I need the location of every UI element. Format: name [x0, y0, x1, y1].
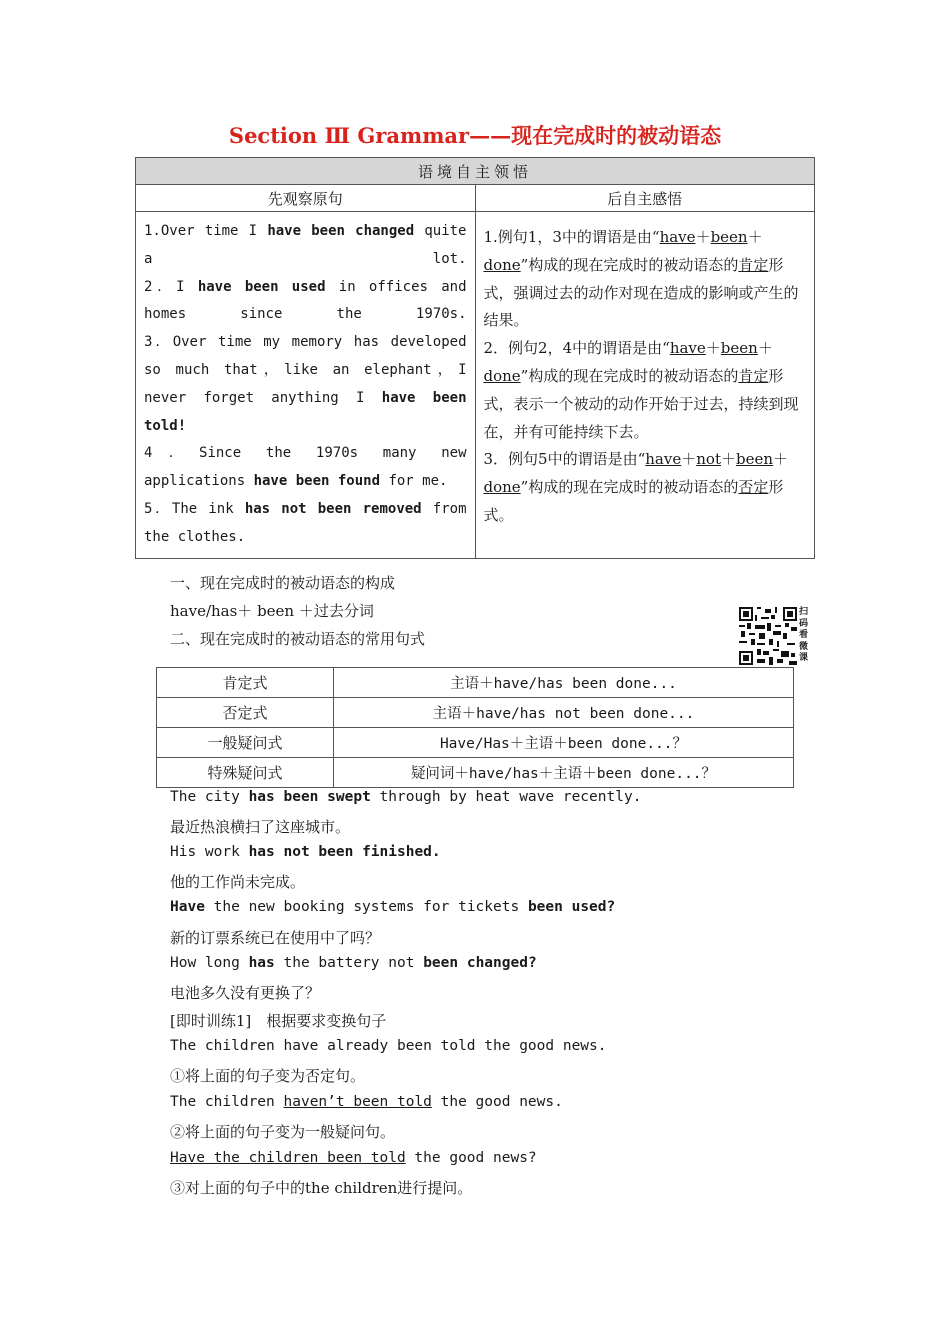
note-1: 1.例句1，3中的谓语是由“have＋been＋done”构成的现在完成时的被动语态的肯定形式，强调过去的动作对现在造成的影响或产生的结果。: [483, 228, 799, 330]
pattern-type: 否定式: [157, 698, 334, 728]
sample-2: His work has not been finished.: [170, 844, 441, 860]
pattern-form: 疑问词＋have/has＋主语＋been done...？: [334, 758, 794, 788]
example-sentences: [136, 212, 476, 559]
table-row: [157, 728, 794, 758]
sample-1: The city has been swept through by heat wave recently.: [170, 789, 642, 805]
pattern-form: 主语＋have/has been done...: [334, 668, 794, 698]
sample-1-translation: 最近热浪横扫了这座城市。: [170, 818, 351, 836]
qr-label: 扫码看微课: [799, 607, 809, 663]
example-2: 2．I have been used in offices and homes since the 1970s.: [144, 278, 467, 323]
page-title: Section Ⅲ Grammar——现在完成时的被动语态: [228, 123, 722, 148]
pattern-type: 肯定式: [157, 668, 334, 698]
sample-3: Have the new booking systems for tickets been used?: [170, 899, 616, 915]
practice-answer-2: Have the children been told the good news?: [170, 1150, 537, 1166]
pattern-form: 主语＋have/has not been done...: [334, 698, 794, 728]
pattern-type: 特殊疑问式: [157, 758, 334, 788]
practice-sentence: The children have already been told the good news.: [170, 1038, 607, 1054]
example-3: 3．Over time my memory has developed so much that，like an elephant，I never forget anything I have been told!: [144, 334, 467, 434]
sample-3-translation: 新的订票系统已在使用中了吗？: [170, 929, 381, 947]
table-row: [157, 758, 794, 788]
table-header: 语境自主领悟: [136, 158, 815, 185]
pattern-table: [156, 667, 794, 788]
note-2: 2．例句2，4中的谓语是由“have＋been＋done”构成的现在完成时的被动语态的肯定形式，表示一个被动的动作开始于过去，持续到现在，并有可能持续下去。: [483, 339, 799, 441]
table-row: [157, 698, 794, 728]
sample-4: How long has the battery not been changed?: [170, 955, 537, 971]
practice-heading: [即时训练1] 根据要求变换句子: [170, 1012, 387, 1030]
practice-question-2: ②将上面的句子变为一般疑问句。: [170, 1123, 396, 1141]
example-4: 4．Since the 1970s many new applications have been found for me.: [144, 445, 467, 490]
grammar-notes: [475, 212, 815, 559]
context-table: [135, 157, 815, 559]
pattern-form: Have/Has＋主语＋been done...？: [334, 728, 794, 758]
practice-question-1: ①将上面的句子变为否定句。: [170, 1067, 366, 1085]
table-row: [157, 668, 794, 698]
column-header-observe: 先观察原句: [136, 185, 476, 212]
practice-answer-1: The children haven’t been told the good news.: [170, 1094, 563, 1110]
note-3: 3．例句5中的谓语是由“have＋not＋been＋done”构成的现在完成时的被动语态的否定形式。: [483, 450, 789, 524]
example-5: 5．The ink has not been removed from the clothes.: [144, 500, 467, 545]
practice-question-3: ③对上面的句子中的the children进行提问。: [170, 1179, 473, 1197]
sample-2-translation: 他的工作尚未完成。: [170, 873, 306, 891]
example-1: 1.Over time I have been changed quite a lot.: [144, 223, 467, 267]
sample-4-translation: 电池多久没有更换了？: [170, 984, 321, 1002]
pattern-type: 一般疑问式: [157, 728, 334, 758]
column-header-understand: 后自主感悟: [475, 185, 815, 212]
formula: have/has＋ been ＋过去分词: [170, 602, 374, 620]
qr-code-icon[interactable]: [739, 607, 797, 665]
section1-heading: 一、现在完成时的被动语态的构成: [170, 574, 396, 592]
section2-heading: 二、现在完成时的被动语态的常用句式: [170, 630, 426, 648]
